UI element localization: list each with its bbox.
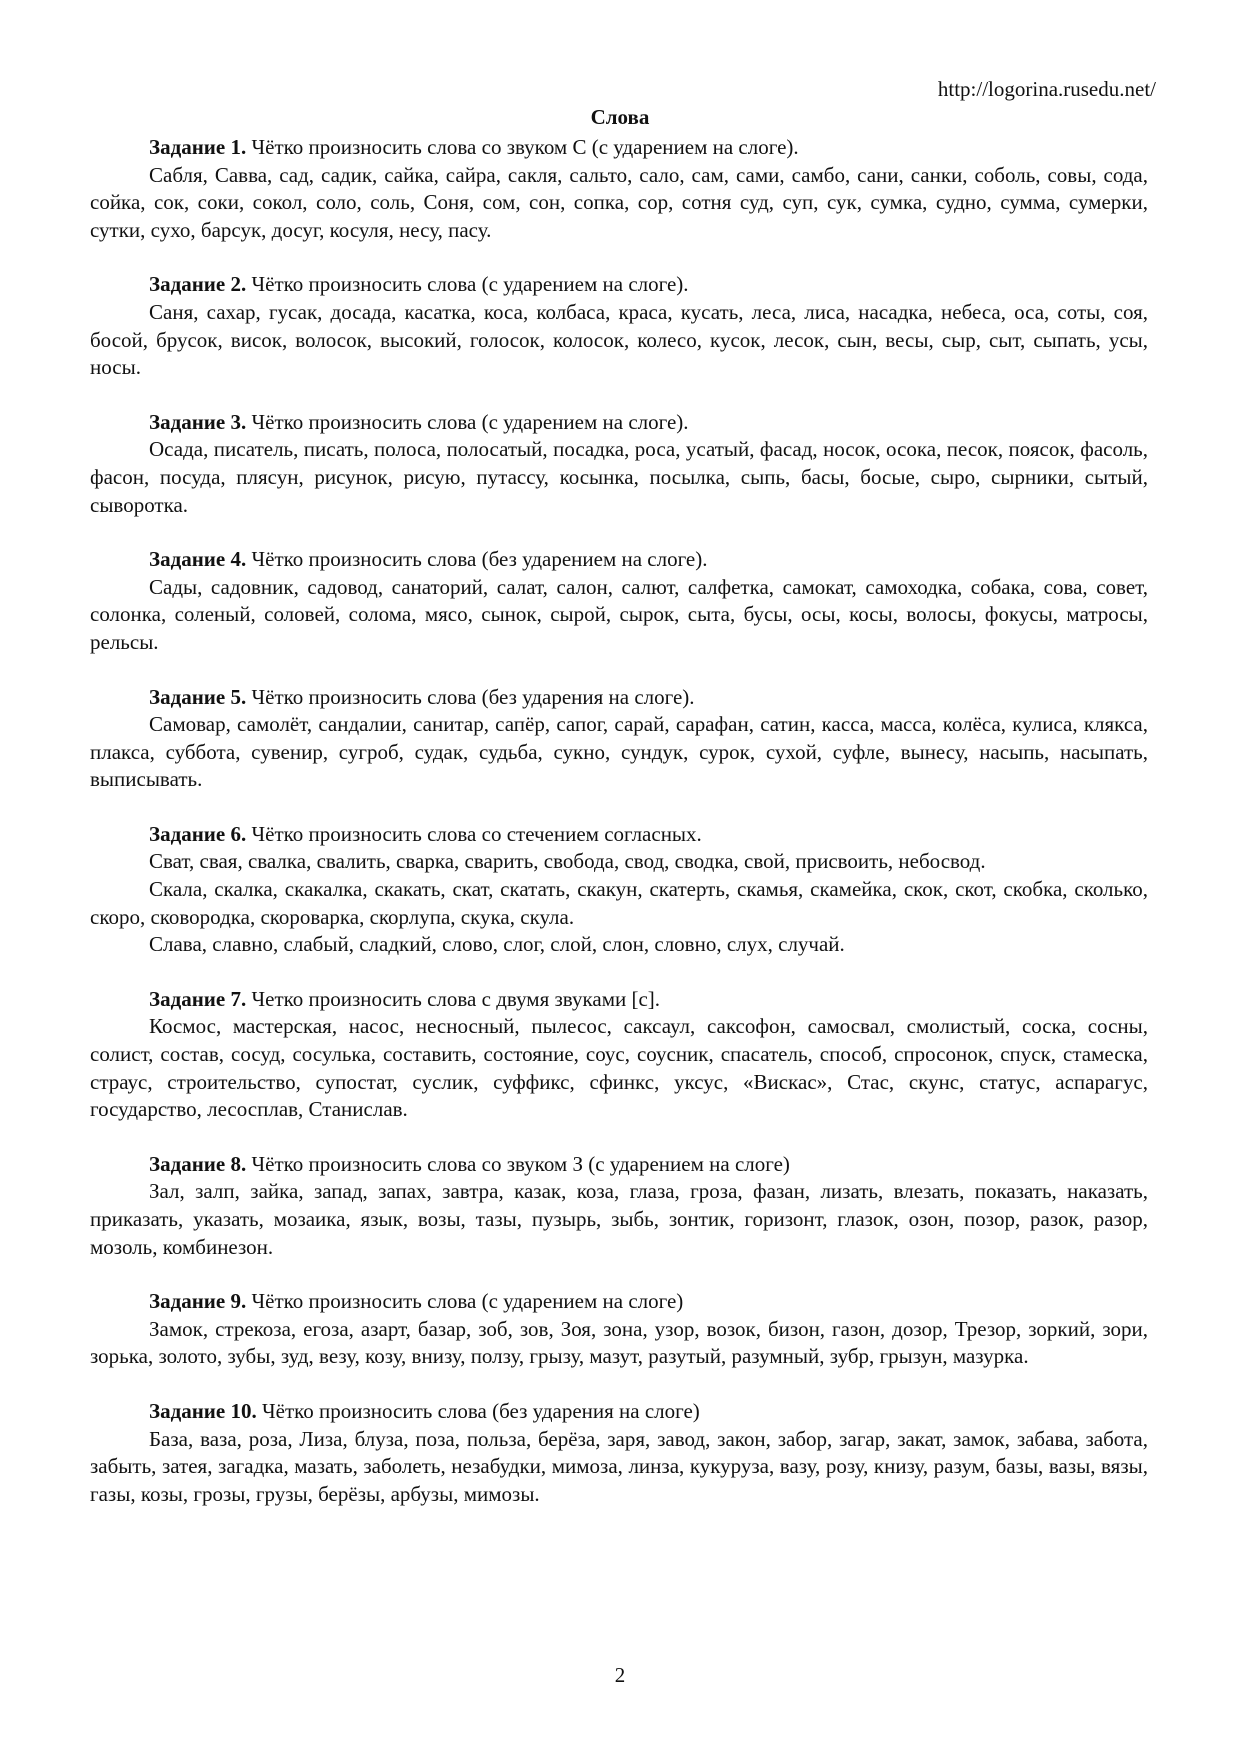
task-9 [90, 1288, 1148, 1371]
task-5 [90, 684, 1148, 794]
task-4 [90, 546, 1148, 656]
task-label: Задание 3. [149, 409, 247, 434]
word-list: База, ваза, роза, Лиза, блуза, поза, польза, берёза, заря, завод, закон, забор, загар, закат, замок, забава, забота, забыть, затея, загадка, мазать, заболеть, незабудки, мимоза, линза, кукуруза, вазу, розу, книзу, разум, базы, вазы, вязы, газы, козы, грозы, грузы, берёзы, арбузы, мимозы. [90, 1426, 1148, 1506]
task-label: Задание 4. [149, 547, 247, 572]
task-instruction: Чётко произносить слова со звуком З (с ударением на слоге) [246, 1151, 790, 1176]
word-list: Осада, писатель, писать, полоса, полосатый, посадка, роса, усатый, фасад, носок, осока, песок, поясок, фасоль, фасон, посуда, плясун, рисунок, рисую, путассу, косынка, посылка, сыпь, басы, босые, сыро, сырники, сытый, сыворотка. [90, 437, 1148, 517]
task-instruction: Четко произносить слова с двумя звуками [с]. [246, 986, 661, 1011]
task-instruction: Чётко произносить слова (с ударением на слоге). [246, 272, 689, 297]
task-instruction: Чётко произносить слова (без ударения на слоге). [246, 684, 695, 709]
page-title: Слова [590, 105, 650, 129]
word-list: Саня, сахар, гусак, досада, касатка, коса, колбаса, краса, кусать, леса, лиса, насадка, небеса, оса, соты, соя, босой, брусок, висок, волосок, высокий, голосок, колосок, колесо, кусок, лесок, сын, весы, сыр, сыт, сыпать, усы, носы. [90, 299, 1148, 380]
word-list: Сады, садовник, садовод, санаторий, салат, салон, салют, салфетка, самокат, самоходка, собака, сова, совет, солонка, соленый, соловей, солома, мясо, сынок, сырой, сырок, сыта, бусы, осы, косы, волосы, фокусы, матросы, рельсы. [90, 574, 1148, 654]
task-label: Задание 5. [149, 684, 247, 709]
task-10 [90, 1398, 1148, 1508]
task-heading [90, 409, 1148, 437]
task-heading [90, 684, 1148, 712]
task-label: Задание 8. [149, 1151, 247, 1176]
task-label: Задание 10. [149, 1398, 257, 1423]
task-3 [90, 409, 1148, 519]
task-heading [90, 134, 1148, 162]
task-instruction: Чётко произносить слова (без ударением на слоге). [246, 547, 708, 572]
source-url: http://logorina.rusedu.net/ [937, 77, 1156, 101]
task-label: Задание 7. [149, 986, 247, 1011]
task-instruction: Чётко произносить слова со стечением согласных. [246, 821, 702, 846]
task-heading [90, 1398, 1148, 1426]
task-label: Задание 9. [149, 1289, 247, 1314]
task-label: Задание 6. [149, 821, 247, 846]
word-list: Самовар, самолёт, сандалии, санитар, сапёр, сапог, сарай, сарафан, сатин, касса, масса, колёса, кулиса, клякса, плакса, суббота, сувенир, сугроб, судак, судьба, сукно, сундук, сурок, сухой, суфле, вынесу, насыпь, насыпать, выписывать. [90, 712, 1148, 792]
task-1 [90, 134, 1148, 244]
page-number: 2 [614, 1663, 626, 1687]
task-8 [90, 1151, 1148, 1261]
task-heading [90, 986, 1148, 1014]
task-7 [90, 986, 1148, 1124]
word-list: Слава, славно, слабый, сладкий, слово, слог, слой, слон, словно, слух, случай. [149, 932, 845, 957]
word-list: Замок, стрекоза, егоза, азарт, базар, зоб, зов, Зоя, зона, узор, возок, бизон, газон, дозор, Трезор, зоркий, зори, зорька, золото, зубы, зуд, везу, козу, внизу, ползу, грызу, мазут, разутый, разумный, зубр, грызун, мазурка. [90, 1316, 1148, 1369]
task-list [90, 134, 1148, 1535]
task-heading [90, 546, 1148, 574]
word-list: Скала, скалка, скакалка, скакать, скат, скатать, скакун, скатерть, скамья, скамейка, скок, скот, скобка, сколько, скоро, сковородка, скороварка, скорлупа, скука, скула. [90, 877, 1148, 929]
task-instruction: Чётко произносить слова (с ударением на слоге) [246, 1289, 684, 1314]
word-list: Сват, свая, свалка, свалить, сварка, сварить, свобода, свод, сводка, свой, присвоить, небосвод. [149, 849, 986, 874]
word-list: Сабля, Савва, сад, садик, сайка, сайра, сакля, сальто, сало, сам, сами, самбо, сани, санки, соболь, совы, сода, сойка, сок, соки, сокол, соло, соль, Соня, сом, сон, сопка, сор, сотня суд, суп, сук, сумка, судно, сумма, сумерки, сутки, сухо, барсук, досуг, косуля, несу, пасу. [90, 162, 1148, 242]
task-heading [90, 1151, 1148, 1179]
word-list: Зал, залп, зайка, запад, запах, завтра, казак, коза, глаза, гроза, фазан, лизать, влезать, показать, наказать, приказать, указать, мозаика, язык, возы, тазы, пузырь, зыбь, зонтик, горизонт, глазок, озон, позор, разок, разор, мозоль, комбинезон. [90, 1179, 1148, 1259]
task-2 [90, 271, 1148, 381]
task-instruction: Чётко произносить слова со звуком С (с ударением на слоге). [246, 135, 799, 159]
task-heading [90, 821, 1148, 849]
word-list: Космос, мастерская, насос, несносный, пылесос, саксаул, саксофон, самосвал, смолистый, соска, сосны, солист, состав, сосуд, сосулька, составить, состояние, соус, соусник, спасатель, способ, спросонок, спуск, стамеска, страус, строительство, супостат, суслик, суффикс, сфинкс, уксус, «Вискас», Стас, скунс, статус, аспарагус, государство, лесосплав, Станислав. [90, 1014, 1148, 1122]
task-label: Задание 2. [149, 272, 247, 297]
task-heading [90, 1288, 1148, 1316]
task-instruction: Чётко произносить слова (без ударения на слоге) [256, 1398, 700, 1423]
task-instruction: Чётко произносить слова (с ударением на слоге). [246, 409, 689, 434]
task-label: Задание 1. [149, 135, 247, 159]
task-heading [90, 271, 1148, 299]
task-6 [90, 821, 1148, 959]
